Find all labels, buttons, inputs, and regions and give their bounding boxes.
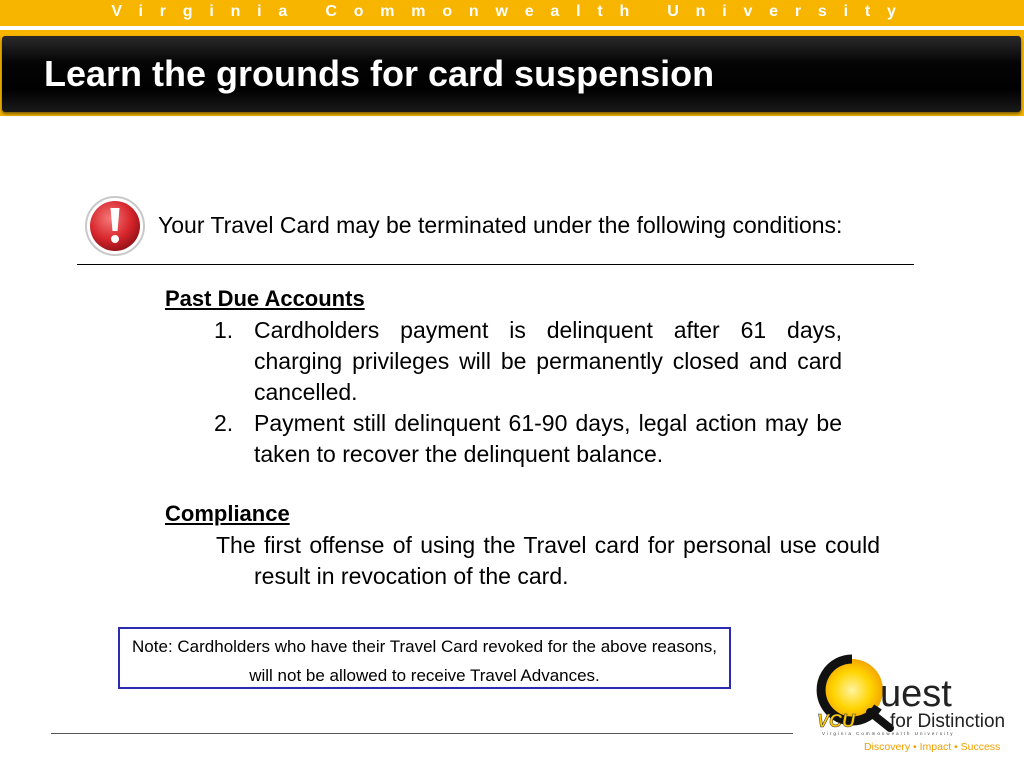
list-item <box>165 315 842 408</box>
footer-divider <box>51 733 793 734</box>
logo-quest-text: uest <box>880 673 952 715</box>
note-box: Note: Cardholders who have their Travel Card revoked for the above reasons, will not be allowed to receive Travel Advances. <box>118 627 731 689</box>
list-item <box>165 408 842 470</box>
logo-distinction-text: for Distinction <box>890 711 1006 732</box>
divider <box>77 264 914 265</box>
list-item-text: Cardholders payment is delinquent after 61 days, charging privileges will be permanently closed and card cancelled. <box>254 317 842 405</box>
university-name: Virginia Commonwealth University <box>111 3 913 20</box>
compliance-heading: Compliance <box>165 501 290 526</box>
list-number: 1. <box>214 317 234 343</box>
logo-university-text: Virginia Commonwealth University <box>822 731 955 736</box>
exclamation-alert-icon <box>84 195 146 257</box>
top-bar <box>0 0 1024 26</box>
intro-text: Your Travel Card may be terminated under the following conditions: <box>158 212 843 238</box>
past-due-heading: Past Due Accounts <box>165 286 365 311</box>
list-number: 2. <box>214 410 234 436</box>
logo-vcu-text: VCU <box>817 711 856 731</box>
list-item-text: Payment still delinquent 61-90 days, legal action may be taken to recover the delinquent balance. <box>254 410 842 467</box>
compliance-text: The first offense of using the Travel card for personal use could result in revocation of the card. <box>216 532 880 589</box>
page-title: Learn the grounds for card suspension <box>44 53 715 94</box>
logo-tagline: Discovery • Impact • Success <box>864 741 1001 753</box>
quest-for-distinction-logo <box>814 654 1014 758</box>
past-due-list <box>165 315 842 470</box>
